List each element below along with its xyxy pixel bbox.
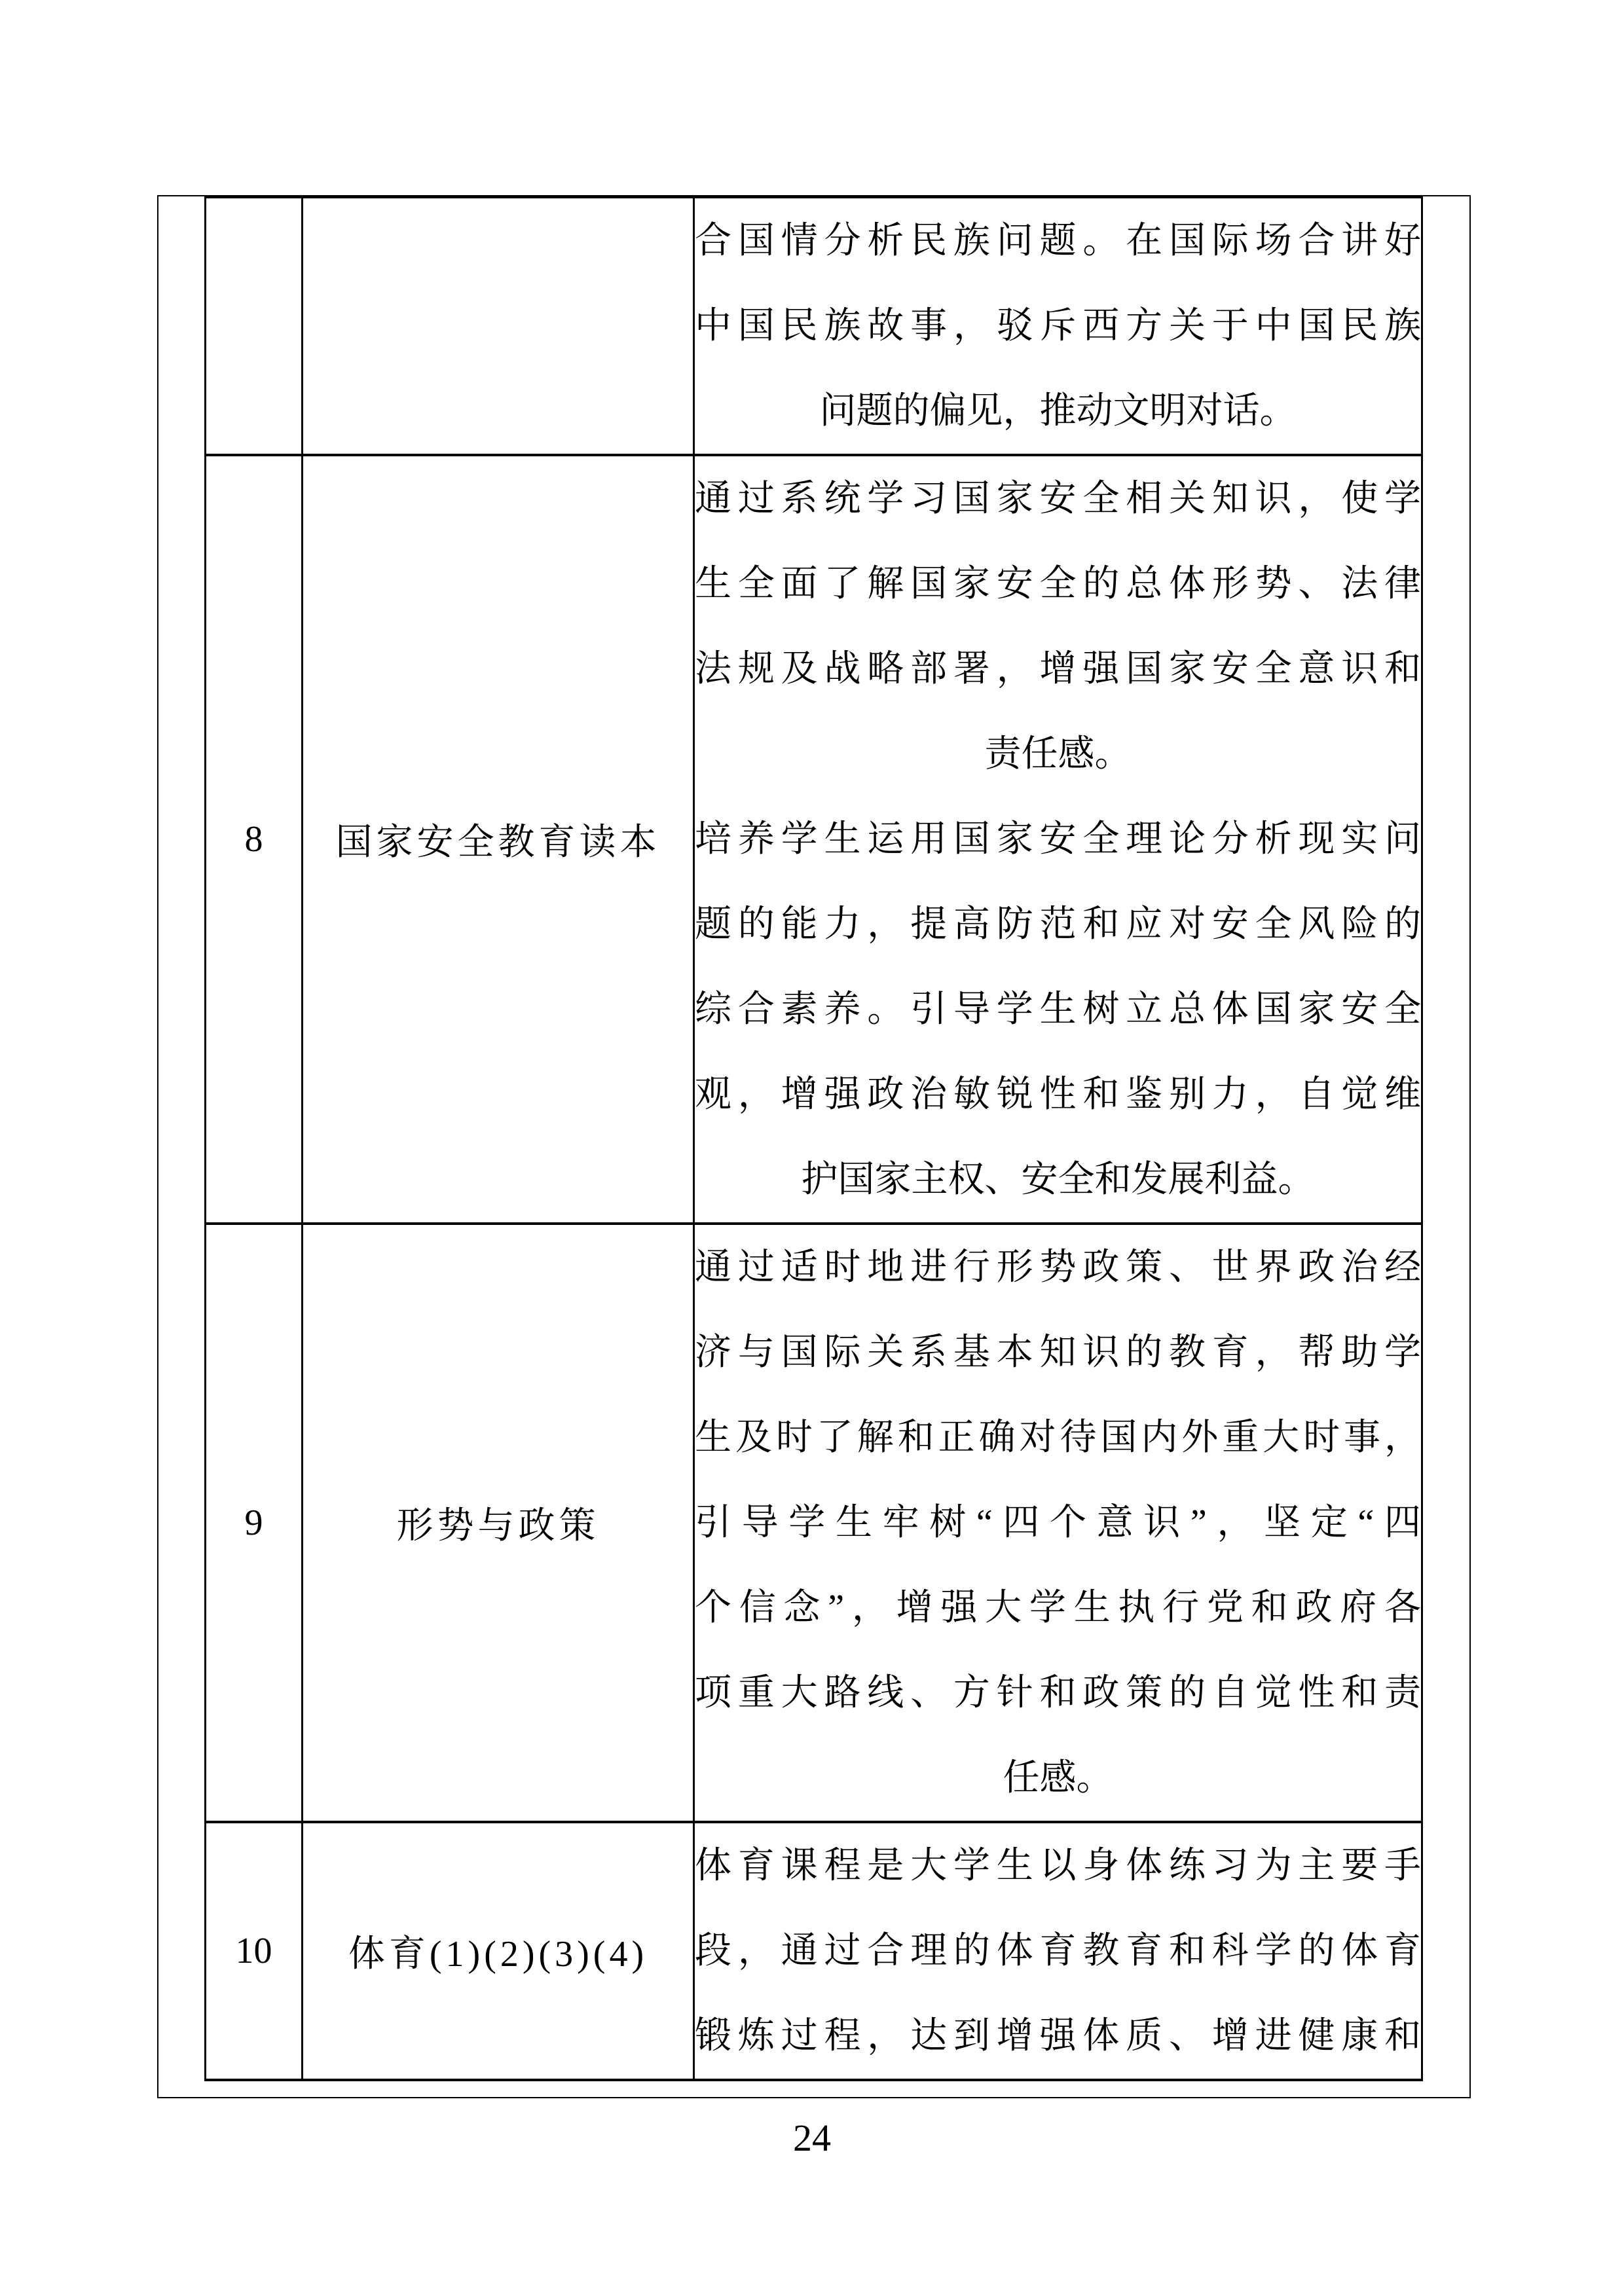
description-line: 体 育 课 程 是 大 学 生 以 身 体 练 习 为 主 要 手	[695, 1846, 1421, 1886]
description-line: 济 与 国 际 关 系 基 本 知 识 的 教 育 ， 帮 助 学	[695, 1332, 1421, 1373]
course-table	[204, 196, 1423, 2081]
table-row	[206, 455, 1422, 1224]
description-line: 锻 炼 过 程 ， 达 到 增 强 体 质 、 增 进 健 康 和	[695, 2016, 1421, 2056]
description-line: 综 合 素 养 。 引 导 学 生 树 立 总 体 国 家 安 全	[695, 989, 1421, 1030]
table-row	[206, 1822, 1422, 2080]
description-line: 个 信 念 ” ， 增 强 大 学 生 执 行 党 和 政 府 各	[695, 1588, 1421, 1628]
description-line: 合 国 情 分 析 民 族 问 题 。 在 国 际 场 合 讲 好	[695, 221, 1421, 261]
description-line: 题 的 能 力 ， 提 高 防 范 和 应 对 安 全 风 险 的	[695, 904, 1421, 945]
description-line: 培 养 学 生 运 用 国 家 安 全 理 论 分 析 现 实 问	[695, 819, 1421, 860]
description-line: 问题的偏见，推动文明对话。	[819, 391, 1297, 431]
page-number: 24	[793, 2117, 831, 2159]
description-line: 中 国 民 族 故 事 ， 驳 斥 西 方 关 于 中 国 民 族	[695, 306, 1421, 346]
description-line: 生 全 面 了 解 国 家 安 全 的 总 体 形 势 、 法 律	[695, 564, 1421, 604]
course-name-cell: 体育(1)(2)(3)(4)	[303, 1822, 694, 2080]
table-row	[206, 197, 1422, 455]
course-name-cell: 形势与政策	[303, 1224, 694, 1822]
course-name-cell: 国家安全教育读本	[303, 455, 694, 1224]
course-number-cell: 8	[206, 455, 303, 1224]
description-line: 项 重 大 路 线 、 方 针 和 政 策 的 自 觉 性 和 责	[695, 1673, 1421, 1713]
description-line: 护国家主权、安全和发展利益。	[801, 1159, 1315, 1200]
description-line: 段 ， 通 过 合 理 的 体 育 教 育 和 科 学 的 体 育	[695, 1931, 1421, 1971]
course-number-cell	[206, 197, 303, 455]
description-line: 生 及 时 了 解 和 正 确 对 待 国 内 外 重 大 时 事 ，	[695, 1417, 1421, 1458]
course-description-cell	[694, 1224, 1422, 1822]
course-description-cell	[694, 1822, 1422, 2080]
description-line: 通 过 系 统 学 习 国 家 安 全 相 关 知 识 ， 使 学	[695, 479, 1421, 519]
description-line: 责任感。	[984, 734, 1132, 774]
table-row	[206, 1224, 1422, 1822]
description-line: 通 过 适 时 地 进 行 形 势 政 策 、 世 界 政 治 经	[695, 1247, 1421, 1288]
course-number-cell: 10	[206, 1822, 303, 2080]
description-line: 引 导 学 生 牢 树 “ 四 个 意 识 ” ， 坚 定 “ 四	[695, 1503, 1421, 1543]
description-line: 任感。	[1003, 1758, 1113, 1798]
course-description-cell	[694, 455, 1422, 1224]
description-line: 法 规 及 战 略 部 署 ， 增 强 国 家 安 全 意 识 和	[695, 649, 1421, 689]
description-line: 观 ， 增 强 政 治 敏 锐 性 和 鉴 别 力 ， 自 觉 维	[695, 1074, 1421, 1115]
course-name-cell	[303, 197, 694, 455]
course-number-cell: 9	[206, 1224, 303, 1822]
course-description-cell	[694, 197, 1422, 455]
